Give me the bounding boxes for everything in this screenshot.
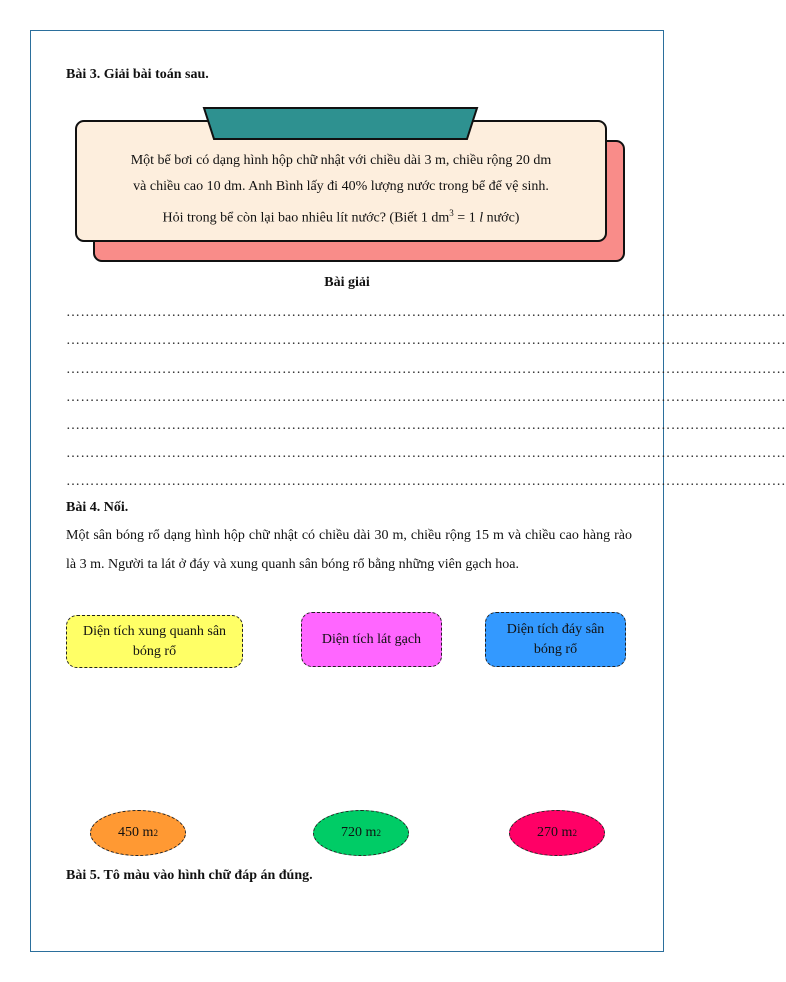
match-box-base-area[interactable]: Diện tích đáy sân bóng rổ xyxy=(485,612,626,667)
answer-line-6[interactable]: …………………………………………………………………………………………………………………………………… xyxy=(66,446,786,461)
answer-line-7[interactable]: …………………………………………………………………………………………………………………………………… xyxy=(66,474,786,489)
bai3-heading: Bài 3. Giải bài toán sau. xyxy=(66,67,209,82)
answer-450-sup: 2 xyxy=(153,828,158,838)
solution-title: Bài giải xyxy=(324,275,370,290)
litre-unit: l xyxy=(479,210,484,226)
answer-oval-450[interactable] xyxy=(90,810,186,856)
answer-270-value: 270 m xyxy=(537,825,573,840)
answer-oval-270[interactable] xyxy=(509,810,605,856)
bai4-paragraph: Một sân bóng rổ dạng hình hộp chữ nhật có chiều dài 30 m, chiều rộng 15 m và chiều cao hàng rào là 3 m. Người ta lát ở đáy và xung quanh sân bóng rổ bằng những viên gạch hoa. xyxy=(66,528,632,572)
answer-oval-720[interactable] xyxy=(313,810,409,856)
answer-270-sup: 2 xyxy=(572,828,577,838)
problem-line-3-b: = 1 xyxy=(453,210,480,226)
cube-superscript: 3 xyxy=(449,208,454,218)
problem-line-2: và chiều cao 10 dm. Anh Bình lấy đi 40% lượng nước trong bể để vệ sinh. xyxy=(133,179,549,194)
answer-line-5[interactable]: …………………………………………………………………………………………………………………………………… xyxy=(66,418,786,433)
answer-450-value: 450 m xyxy=(118,825,154,840)
answer-line-2[interactable]: …………………………………………………………………………………………………………………………………… xyxy=(66,333,786,348)
problem-line-3 xyxy=(95,200,587,232)
card-tab-trapezoid xyxy=(203,107,478,140)
answer-720-sup: 2 xyxy=(376,828,381,838)
answer-line-4[interactable]: …………………………………………………………………………………………………………………………………… xyxy=(66,390,786,405)
problem-line-3-a: Hỏi trong bể còn lại bao nhiêu lít nước? (Biết 1 dm xyxy=(162,210,450,226)
answer-line-3[interactable]: …………………………………………………………………………………………………………………………………… xyxy=(66,362,786,377)
answer-720-value: 720 m xyxy=(341,825,377,840)
problem-line-1: Một bể bơi có dạng hình hộp chữ nhật với chiều dài 3 m, chiều rộng 20 dm xyxy=(130,153,552,168)
bai5-heading: Bài 5. Tô màu vào hình chữ đáp án đúng. xyxy=(66,868,313,883)
bai4-heading: Bài 4. Nối. xyxy=(66,500,129,515)
match-box-lateral-area[interactable]: Diện tích xung quanh sân bóng rổ xyxy=(66,615,243,668)
match-box-tiling-area[interactable]: Diện tích lát gạch xyxy=(301,612,442,667)
problem-line-3-c: nước) xyxy=(483,210,520,226)
answer-line-1[interactable]: …………………………………………………………………………………………………………………………………… xyxy=(66,305,786,320)
